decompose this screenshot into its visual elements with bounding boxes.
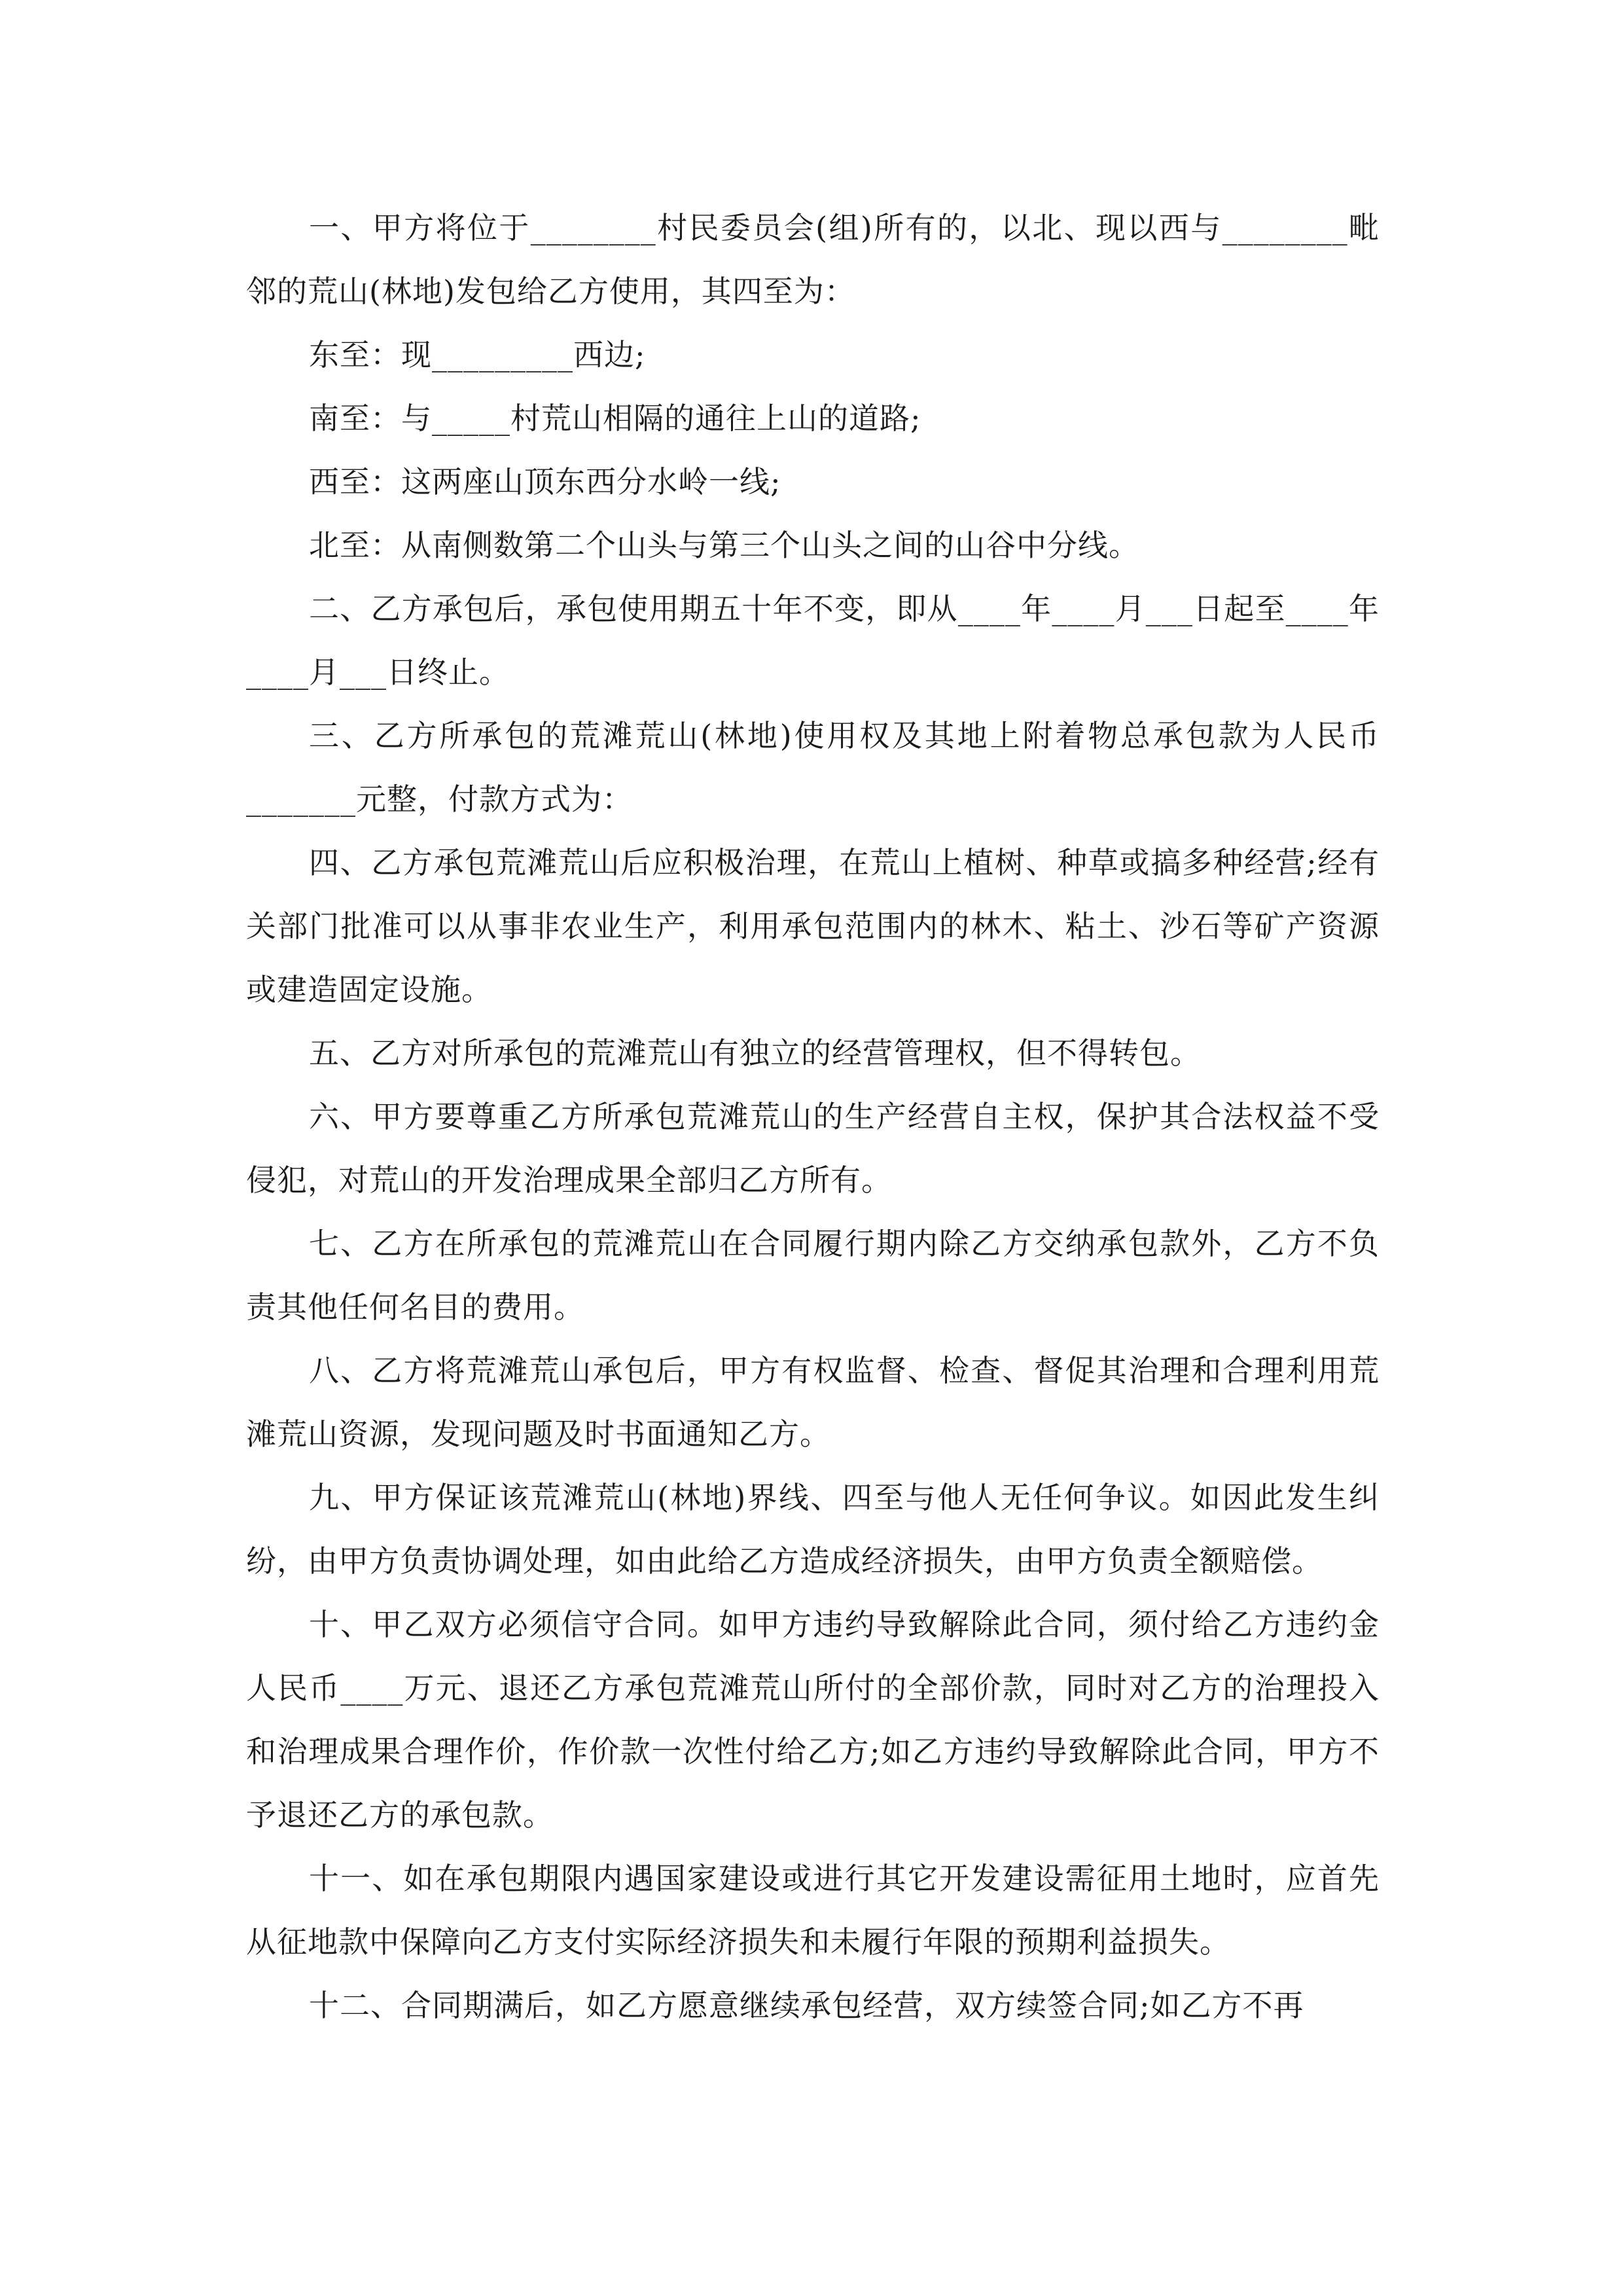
clause-9: 九、甲方保证该荒滩荒山(林地)界线、四至与他人无任何争议。如因此发生纠纷，由甲方负责协调处理，如由此给乙方造成经济损失，由甲方负责全额赔偿。 [246, 1480, 1380, 1579]
clause-3: 三、乙方所承包的荒滩荒山(林地)使用权及其地上附着物总承包款为人民币_______元整，付款方式为： [246, 718, 1380, 817]
clause-6: 六、甲方要尊重乙方所承包荒滩荒山的生产经营自主权，保护其合法权益不受侵犯，对荒山的开发治理成果全部归乙方所有。 [246, 1099, 1380, 1198]
clause-11: 十一、如在承包期限内遇国家建设或进行其它开发建设需征用土地时，应首先从征地款中保障向乙方支付实际经济损失和未履行年限的预期利益损失。 [246, 1861, 1380, 1960]
clause-8: 八、乙方将荒滩荒山承包后，甲方有权监督、检查、督促其治理和合理利用荒滩荒山资源，发现问题及时书面通知乙方。 [246, 1353, 1380, 1452]
boundary-south: 南至：与_____村荒山相隔的通往上山的道路; [309, 401, 921, 436]
clause-1: 一、甲方将位于________村民委员会(组)所有的，以北、现以西与________毗邻的荒山(林地)发包给乙方使用，其四至为： [246, 210, 1380, 309]
clause-2: 二、乙方承包后，承包使用期五十年不变，即从____年____月___日起至____年____月___日终止。 [246, 591, 1380, 690]
boundary-north: 北至：从南侧数第二个山头与第三个山头之间的山谷中分线。 [309, 528, 1139, 563]
clause-12: 十二、合同期满后，如乙方愿意继续承包经营，双方续签合同;如乙方不再 [309, 1988, 1304, 2023]
clause-4: 四、乙方承包荒滩荒山后应积极治理，在荒山上植树、种草或搞多种经营;经有关部门批准可以从事非农业生产，利用承包范围内的林木、粘土、沙石等矿产资源或建造固定设施。 [246, 845, 1380, 1007]
boundary-east: 东至：现_________西边; [309, 337, 646, 372]
clause-7: 七、乙方在所承包的荒滩荒山在合同履行期内除乙方交纳承包款外，乙方不负责其他任何名目的费用。 [246, 1226, 1380, 1325]
contract-page-body [246, 196, 1380, 2037]
clause-10: 十、甲乙双方必须信守合同。如甲方违约导致解除此合同，须付给乙方违约金人民币____万元、退还乙方承包荒滩荒山所付的全部价款，同时对乙方的治理投入和治理成果合理作价，作价款一次性付给乙方;如乙方违约导致解除此合同，甲方不予退还乙方的承包款。 [246, 1607, 1380, 1833]
clause-5: 五、乙方对所承包的荒滩荒山有独立的经营管理权，但不得转包。 [309, 1035, 1201, 1071]
boundary-west: 西至：这两座山顶东西分水岭一线; [309, 464, 781, 499]
